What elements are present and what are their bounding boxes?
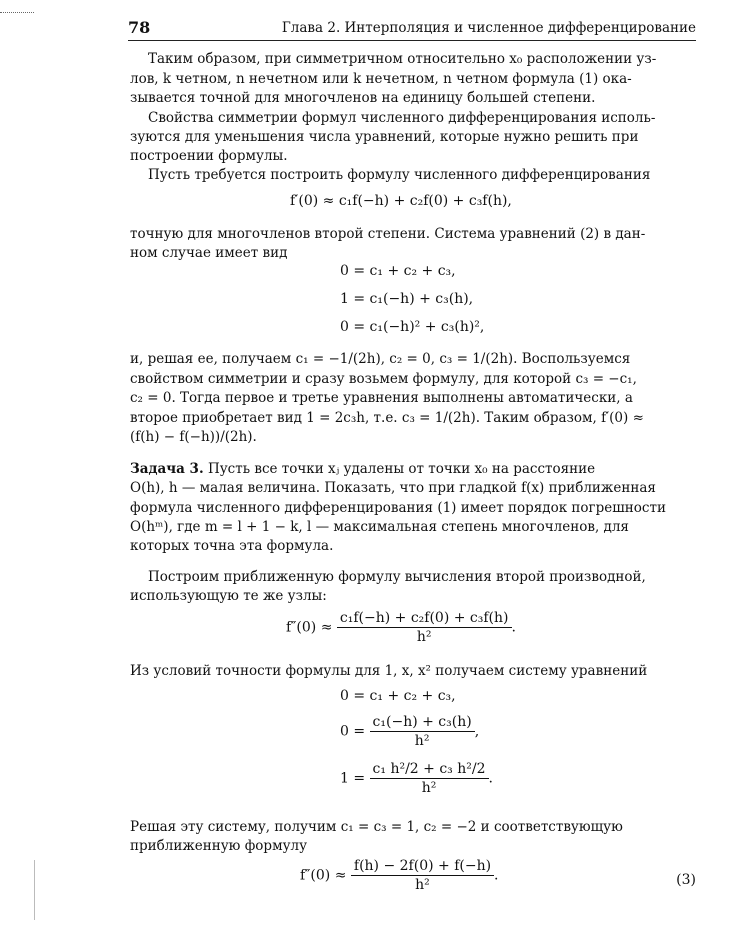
running-header: Глава 2. Интерполяция и численное дифференцирование	[281, 20, 696, 36]
task-text: Пусть все точки xⱼ удалены от точки x₀ на расстояние	[207, 461, 596, 477]
text-line: ном случае имеет вид	[130, 245, 288, 261]
text-line: приближенную формулу	[130, 838, 308, 854]
formula-second-derivative-general	[286, 610, 516, 645]
formula-lhs: 1 =	[340, 770, 366, 787]
fraction	[370, 714, 475, 749]
formula-end: ,	[474, 723, 480, 740]
task-line: O(h), h — малая величина. Показать, что при гладкой f(x) приближенная	[130, 480, 656, 496]
text-line: построении формулы.	[130, 148, 288, 164]
text-line: второе приобретает вид 1 = 2c₃h, т.е. c₃ = 1/(2h). Таким образом, f′(0) ≈	[130, 410, 644, 426]
text-line: c₂ = 0. Тогда первое и третье уравнения выполнены автоматически, а	[130, 390, 633, 406]
text-line: Из условий точности формулы для 1, x, x² получаем систему уравнений	[130, 663, 648, 679]
text-line: (f(h) − f(−h))/(2h).	[130, 429, 257, 445]
formula-lhs: f″(0) ≈	[300, 867, 347, 884]
fraction	[370, 761, 489, 796]
formula-end: .	[494, 867, 499, 884]
formula-end: .	[488, 770, 493, 787]
denominator: h²	[416, 629, 432, 645]
text-line: использующую те же узлы:	[130, 588, 327, 604]
text-line: Свойства симметрии формул численного дифференцирования исполь-	[148, 110, 656, 126]
fraction	[351, 858, 494, 893]
system-eq-2: 1 = c₁(−h) + c₃(h),	[340, 291, 474, 307]
system-eq-3: 0 = c₁(−h)² + c₃(h)²,	[340, 319, 485, 335]
formula-3	[300, 858, 499, 893]
formula-end: .	[511, 619, 516, 636]
denominator: h²	[414, 733, 430, 749]
task-line: которых точна эта формула.	[130, 538, 334, 554]
text-line: зуются для уменьшения числа уравнений, которые нужно решить при	[130, 129, 639, 145]
system2-eq-3	[340, 761, 493, 796]
task-line: формула численного дифференцирования (1) имеет порядок погрешности	[130, 500, 666, 516]
task-line	[130, 460, 698, 479]
denominator: h²	[415, 877, 430, 893]
system2-eq-2	[340, 714, 479, 749]
formula-lhs: 0 =	[340, 723, 366, 740]
scan-artifact-mark	[0, 12, 34, 13]
numerator: c₁f(−h) + c₂f(0) + c₃f(h)	[337, 610, 512, 628]
numerator: c₁ h²/2 + c₃ h²/2	[370, 761, 489, 779]
text-line: Пусть требуется построить формулу численного дифференцирования	[148, 167, 651, 183]
scan-artifact-line	[34, 860, 35, 920]
text-line: лов, k четном, n нечетном или k нечетном, n четном формула (1) ока-	[130, 71, 632, 87]
text-line: и, решая ее, получаем c₁ = −1/(2h), c₂ = 0, c₃ = 1/(2h). Воспользуемся	[130, 351, 631, 367]
formula-lhs: f″(0) ≈	[286, 619, 333, 636]
task-line: O(hᵐ), где m = l + 1 − k, l — максимальная степень многочленов, для	[130, 519, 629, 535]
text-line: Таким образом, при симметричном относительно x₀ расположении уз-	[148, 51, 657, 67]
equation-number: (3)	[676, 872, 696, 888]
text-line: свойством симметрии и сразу возьмем формулу, для которой c₃ = −c₁,	[130, 371, 637, 387]
system-eq-1: 0 = c₁ + c₂ + c₃,	[340, 263, 456, 279]
formula-first-derivative: f′(0) ≈ c₁f(−h) + c₂f(0) + c₃f(h),	[290, 193, 512, 209]
text-line: Решая эту систему, получим c₁ = c₃ = 1, c₂ = −2 и соответствующую	[130, 819, 623, 835]
fraction	[337, 610, 512, 645]
denominator: h²	[421, 780, 437, 796]
text-line: точную для многочленов второй степени. Система уравнений (2) в дан-	[130, 226, 646, 242]
header-rule	[128, 40, 696, 41]
system2-eq-1: 0 = c₁ + c₂ + c₃,	[340, 688, 456, 704]
task-label: Задача 3.	[130, 461, 204, 477]
text-line: зывается точной для многочленов на единицу большей степени.	[130, 90, 596, 106]
numerator: f(h) − 2f(0) + f(−h)	[351, 858, 494, 876]
page-number: 78	[128, 18, 151, 37]
numerator: c₁(−h) + c₃(h)	[370, 714, 475, 732]
text-line: Построим приближенную формулу вычисления второй производной,	[148, 569, 646, 585]
